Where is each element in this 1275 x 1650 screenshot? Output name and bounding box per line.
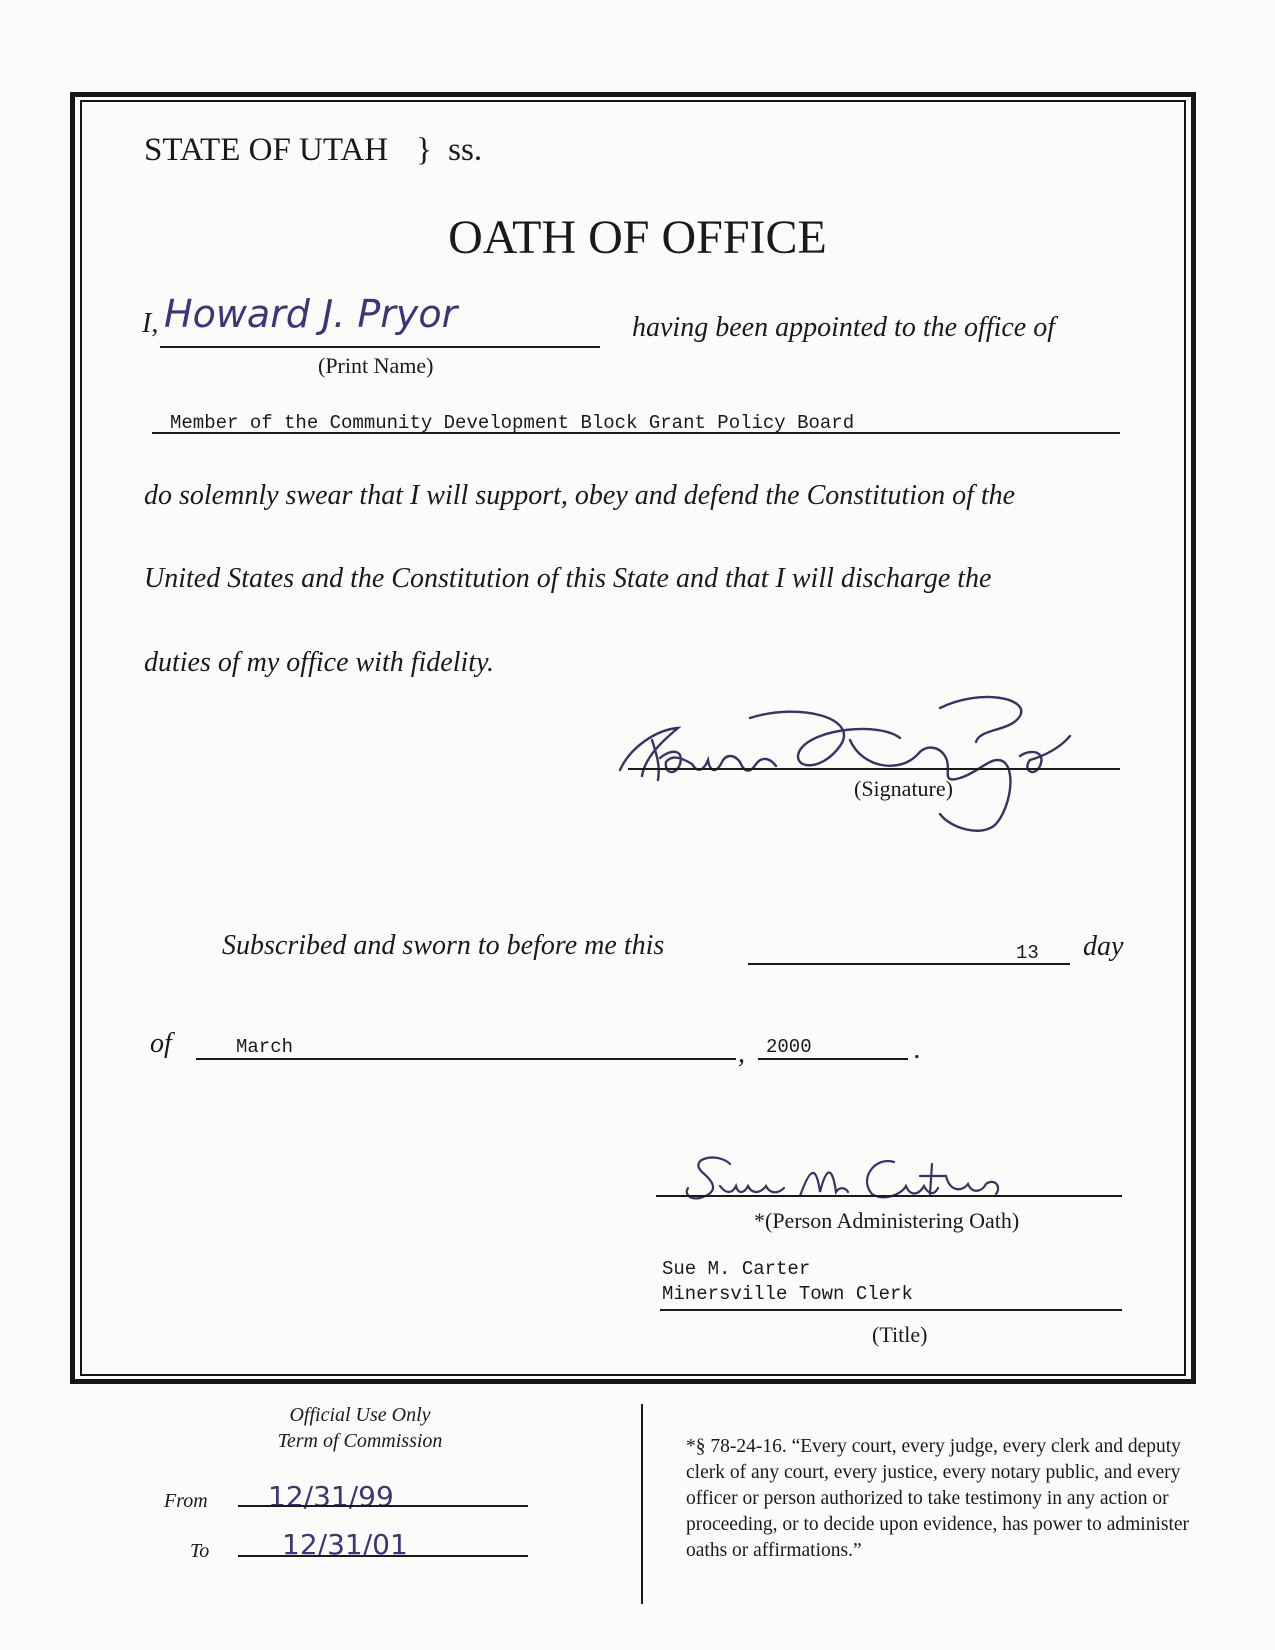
oath-line-1: do solemnly swear that I will support, obey and defend the Constitution of the: [144, 480, 1016, 511]
oath-line-2: United States and the Constitution of this State and that I will discharge the: [144, 563, 992, 594]
oath-line-3: duties of my office with fidelity.: [144, 647, 494, 678]
state-ss: ss.: [448, 132, 483, 168]
office-line: [152, 432, 1120, 434]
month-line: [196, 1058, 736, 1060]
print-name-caption: (Print Name): [318, 353, 434, 378]
print-name-line: [160, 346, 600, 348]
day-line: [748, 963, 1070, 965]
year-value[interactable]: 2000: [766, 1036, 812, 1058]
state-header: [144, 132, 482, 169]
title-line: [660, 1309, 1122, 1311]
year-line: [758, 1058, 908, 1060]
year-period: .: [914, 1034, 921, 1065]
document-title: OATH OF OFFICE: [448, 211, 827, 264]
administrator-name[interactable]: Sue M. Carter: [662, 1258, 811, 1280]
oath-prefix: I,: [142, 308, 159, 339]
administrator-caption: *(Person Administering Oath): [754, 1208, 1020, 1233]
statute-footnote: *§ 78-24-16. “Every court, every judge, every clerk and deputy clerk of any court, every justice, every notary public, and every officer or person authorized to take testimony in any action or proceeding, or to decide upon evidence, has power to administer oaths or affirmations.”: [686, 1436, 1190, 1561]
to-value[interactable]: 12/31/01: [282, 1528, 408, 1561]
state-brace: }: [416, 132, 432, 168]
month-value[interactable]: March: [236, 1036, 294, 1058]
printed-name-handwritten[interactable]: Howard J. Pryor: [164, 292, 458, 336]
administrator-title[interactable]: Minersville Town Clerk: [662, 1283, 913, 1305]
administrator-signature-line: [656, 1195, 1122, 1197]
day-value[interactable]: 13: [1016, 942, 1039, 964]
appointment-text: having been appointed to the office of: [632, 312, 1056, 343]
title-caption: (Title): [872, 1322, 928, 1347]
administrator-signature: [680, 1148, 1020, 1206]
to-line: [238, 1555, 528, 1557]
state-name: STATE OF UTAH: [144, 132, 389, 168]
official-use-heading: Official Use Only: [289, 1404, 431, 1426]
from-label: From: [164, 1490, 208, 1512]
signature-line: [628, 768, 1120, 770]
from-line: [238, 1505, 528, 1507]
day-word: day: [1083, 931, 1124, 962]
term-of-commission-heading: Term of Commission: [277, 1430, 443, 1452]
subscribed-text: Subscribed and sworn to before me this: [222, 930, 665, 961]
signature-caption: (Signature): [854, 776, 953, 801]
from-value[interactable]: 12/31/99: [268, 1480, 394, 1513]
office-value[interactable]: Member of the Community Development Block Grant Policy Board: [170, 412, 855, 434]
to-label: To: [190, 1540, 210, 1562]
footer-divider: [641, 1404, 643, 1604]
of-word: of: [150, 1028, 172, 1059]
month-comma: ,: [738, 1038, 745, 1069]
